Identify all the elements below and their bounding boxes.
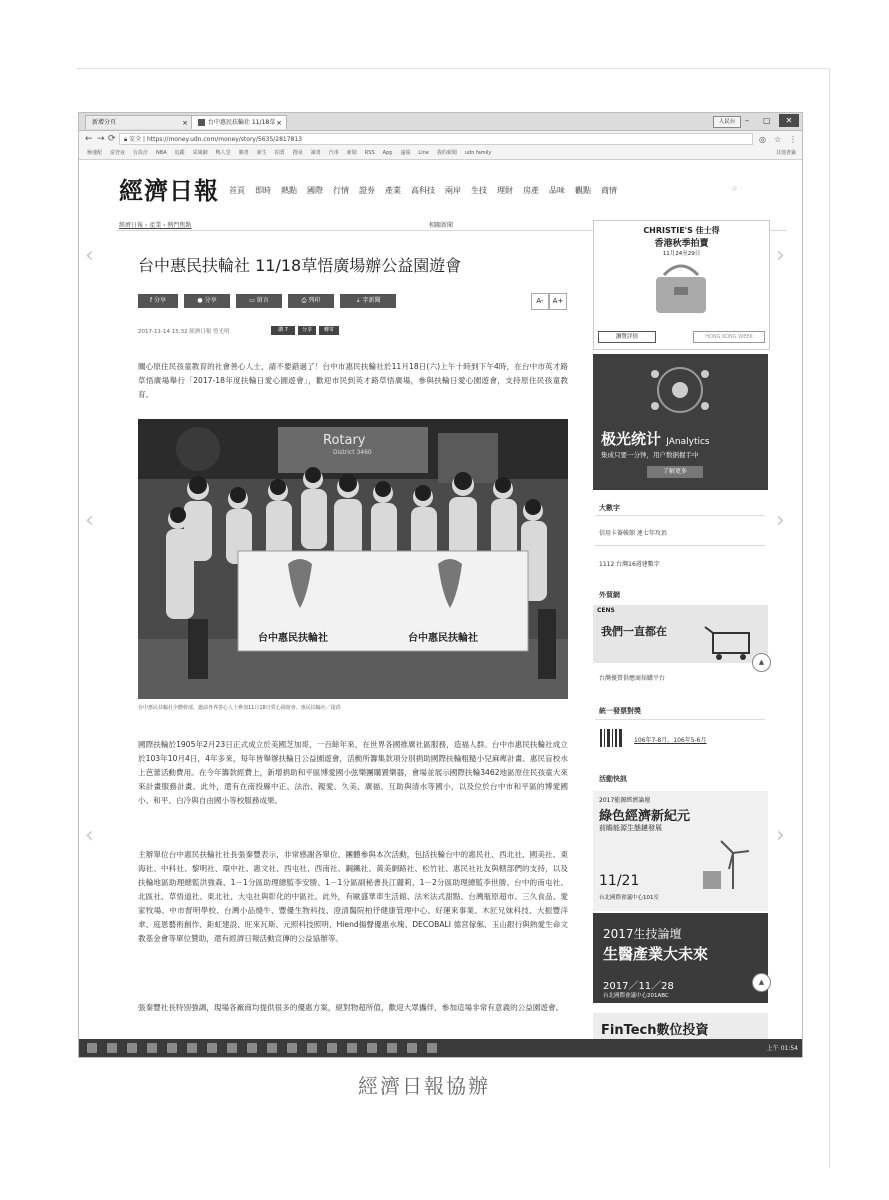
ad-details-button[interactable]: 瀏覽詳情	[598, 331, 656, 343]
bookmark-item[interactable]: 有設計	[133, 150, 149, 156]
nav-item[interactable]: 生技	[471, 186, 487, 195]
ad-date: 2017／11／28	[603, 981, 674, 992]
taskbar-app-icon[interactable]	[127, 1043, 137, 1053]
close-icon[interactable]: ×	[182, 119, 188, 127]
tab-article[interactable]	[191, 115, 287, 129]
article-paragraph: 關心原住民孩童教育的社會善心人士，請不要錯過了！台中市惠民扶輪社於11月18日(六)上午十時到下午4時，在台中市英才路草悟廣場舉行「2017-18年度扶輪日愛心園遊會」，歡迎市民到英才路草悟廣場，參與扶輪日愛心園遊會，支持原住民孩童教育。	[138, 362, 568, 399]
prev-arrow-icon[interactable]: ‹	[85, 508, 94, 533]
nav-item[interactable]: 產業	[385, 186, 401, 195]
browser-window	[78, 112, 803, 1058]
nav-item[interactable]: 理財	[497, 186, 513, 195]
article-paragraph: 張秦豐社長特別強調，現場各廠商均提供很多的優惠方案，絕對物超所值，歡迎大眾攜伴，參加這場非常有意義的公益園遊會。	[138, 1003, 564, 1012]
next-arrow-icon[interactable]: ›	[776, 243, 785, 268]
ad-date: 11/21	[599, 873, 640, 889]
banner-text-right: 台中惠民扶輪社	[408, 633, 478, 644]
section-heading: 大數字	[599, 504, 620, 512]
comment-button[interactable]	[236, 294, 282, 308]
prev-arrow-icon[interactable]: ‹	[85, 823, 94, 848]
back-icon[interactable]: ←	[85, 134, 93, 144]
nav-item[interactable]: 證券	[359, 186, 375, 195]
taskbar-app-icon[interactable]	[307, 1043, 317, 1053]
taskbar-app-icon[interactable]	[387, 1043, 397, 1053]
taskbar-app-icon[interactable]	[327, 1043, 337, 1053]
taskbar-app-icon[interactable]	[267, 1043, 277, 1053]
taskbar	[79, 1039, 802, 1057]
forward-icon[interactable]: →	[97, 134, 105, 144]
divider	[595, 515, 765, 516]
maximize-icon[interactable]: ▢	[763, 116, 771, 125]
nav-item[interactable]: 房產	[523, 186, 539, 195]
tab-label: 新增分頁	[92, 119, 117, 126]
prev-arrow-icon[interactable]: ‹	[85, 243, 94, 268]
barcode-icon	[599, 728, 625, 748]
nav-item[interactable]: 行情	[333, 186, 349, 195]
photo-caption: 台中惠民扶輪社全體幹部，邀請各界善心人士參加11月18日愛心園遊會。惠民扶輪社／提供	[138, 705, 341, 711]
wind-turbine-icon	[693, 837, 763, 893]
article-paragraph: 主辦單位台中惠民扶輪社社長張秦豐表示，非常感謝各單位、團體參與本次活動，包括扶輪台中的惠民社、西北社、國美社、東海社、中科社、黎明社、環中社、惠文社、西屯社、西南社、鋼鐵社、黃美網路社、松竹社、惠民社社友與轄部們的支持，以及扶輪地區助理總監洪強森、1－1分區助理總監李安勝、1－1分區副秘書長江麗莉、1－2分區助理總監李世勝、台中的南屯社、北區社、草悟道社、東北社、大屯社與彰化的中區社。此外，有歐盛華車生活館、法米法式甜點、台灣瓶原超市、三久食品、愛家牧場、中市督明學校、台灣小品燒牛、豐優生物科技、澄清醫院柏伃健康管理中心、好運來事業、木匠兄妹科技、大振豐洋傘、庭恩藝術創作、鉅虹建設、旺來瓦斯、元照科技照明、Hiend揚聲優惠水塊、DECOBALI 德宮傢俬、玉山銀行與熱愛生命文教基金會等單位贊助，還有經濟日報活動宣傳的公益協辦等。	[138, 850, 568, 943]
handbag-icon	[594, 257, 769, 317]
ad-title: 生醫產業大未來	[603, 945, 709, 963]
banner-text-left: 台中惠民扶輪社	[258, 633, 328, 644]
sidebar-link[interactable]: 信用卡簽帳額 連七年攻頂	[599, 530, 667, 537]
clock: 上午 01:54	[766, 1045, 798, 1052]
button-label: 列印	[308, 297, 321, 304]
nav-item[interactable]: 商情	[601, 186, 617, 195]
paper-top-edge	[75, 68, 830, 69]
favicon-icon	[198, 119, 205, 126]
forward-badge[interactable]: 轉寄	[319, 326, 339, 335]
bookmark-item[interactable]: udn family	[464, 150, 492, 156]
ad-brand: CHRISTIE'S 佳士得	[643, 226, 720, 235]
menu-icon[interactable]: ⋮	[789, 135, 797, 144]
section-heading: 外貿網	[599, 591, 620, 599]
ad-title: 綠色經濟新紀元	[599, 809, 691, 824]
news-button[interactable]	[340, 294, 396, 308]
ad-sub: 集成只要一分钟，用户数据握手中	[601, 451, 699, 459]
share-badge[interactable]: 分享	[298, 326, 316, 335]
ad-venue: 台北國際會議中心101室	[599, 895, 659, 901]
reload-icon[interactable]: ⟳	[108, 134, 116, 144]
photo-district-text: District 3460	[333, 449, 372, 456]
ad-title-text: 极光统计	[601, 430, 662, 448]
nav-item[interactable]: 熱點	[281, 186, 297, 195]
article-title: 台中惠民扶輪社 11/18草悟廣場辦公益園遊會	[138, 256, 462, 275]
section-heading: 活動快訊	[599, 775, 627, 783]
next-arrow-icon[interactable]: ›	[776, 823, 785, 848]
taskbar-app-icon[interactable]	[167, 1043, 177, 1053]
bookmark-item[interactable]: 新生	[256, 150, 267, 156]
chat-icon: ●	[197, 297, 205, 304]
ad-small: 2017能源經濟論壇	[599, 797, 651, 804]
download-icon: ⇣	[355, 297, 363, 304]
biotech-forum-ad[interactable]	[593, 913, 768, 1003]
scroll-top-icon[interactable]: ▲	[752, 653, 771, 672]
taskbar-app-icon[interactable]	[427, 1043, 437, 1053]
divider	[595, 545, 765, 546]
button-label: 字新聞	[362, 297, 381, 304]
ad-more-button[interactable]: 了解更多	[647, 466, 703, 478]
shopping-cart-icon	[703, 613, 763, 661]
paper-right-edge	[829, 68, 830, 1168]
taskbar-app-icon[interactable]	[367, 1043, 377, 1053]
profile-button[interactable]: 人民台	[713, 116, 741, 128]
section-heading: 統一發票對獎	[599, 707, 641, 715]
button-label: 分享	[204, 297, 217, 304]
nav-item[interactable]: 即時	[255, 186, 271, 195]
breadcrumb[interactable]: 經濟日報 › 產業 › 熱門焦點	[119, 222, 192, 229]
window-close-icon[interactable]: ✕	[779, 114, 799, 127]
energy-forum-ad[interactable]	[593, 791, 768, 911]
bookmark-item[interactable]: 搜尋	[292, 150, 303, 156]
ad-brand: JAnalytics	[666, 437, 710, 447]
print-button[interactable]	[288, 294, 334, 308]
bookmark-item[interactable]: RSS	[364, 150, 375, 156]
lock-icon: 🔒︎	[124, 136, 130, 143]
christies-ad[interactable]	[593, 220, 770, 350]
taskbar-app-icon[interactable]	[227, 1043, 237, 1053]
next-arrow-icon[interactable]: ›	[776, 508, 785, 533]
bookmark-item[interactable]: 拍賣	[274, 150, 285, 156]
ad-date: 11月24至29日	[662, 251, 701, 257]
taskbar-app-icon[interactable]	[287, 1043, 297, 1053]
group-photo-illustration	[138, 419, 568, 699]
facebook-icon: f	[149, 297, 154, 304]
bookmark-item[interactable]: 追蹤	[174, 150, 185, 156]
facebook-share-button[interactable]	[138, 294, 178, 308]
address-bar	[79, 131, 802, 148]
line-share-button[interactable]	[184, 294, 230, 308]
bookmark-item[interactable]: 富登夜	[110, 150, 126, 156]
bookmark-item[interactable]: 我的新聞	[436, 150, 457, 156]
nav-item[interactable]: 首頁	[229, 186, 245, 195]
minimize-icon[interactable]: –	[745, 116, 749, 125]
article-photo	[138, 419, 568, 699]
article-paragraph: 國際扶輪於1905年2月23日正式成立於美國芝加哥，一百餘年來，在世界各國推廣社區服務，造福人群。台中市惠民扶輪社成立於103年10月4日，4年多來，每年皆舉辦扶輪日公益園遊會，活動所籌集款項分別捐助國際扶輪粗糙小兒麻痺計畫、惠民盲校水上芭蕾活動費用。在今年籌款經費上，新增捐助和平區博愛國小弦樂團購置樂器，會場並展示國際扶輪3462地區原住民孩童大來來計畫服務計畫。此外，還有在南投縣中正、法治、親愛、久美、廣福、互助與清水等國小，以及位於台中市和平區的博愛國小、和平、白冷與自由國小等校服務成果。	[138, 740, 568, 805]
related-news-label[interactable]: 相關新聞	[429, 222, 454, 229]
taskbar-app-icon[interactable]	[187, 1043, 197, 1053]
ad-venue: 台北國際會議中心201ABC	[603, 993, 669, 999]
ad-sub: 前瞻能源生態鏈發展	[599, 824, 662, 832]
taskbar-app-icon[interactable]	[207, 1043, 217, 1053]
jiguang-ad[interactable]	[593, 354, 768, 490]
ad-small: 2017生技論壇	[603, 927, 682, 941]
tab-new[interactable]	[85, 115, 193, 129]
ad-tag: CENS	[597, 607, 615, 614]
taskbar-app-icon[interactable]	[247, 1043, 257, 1053]
site-nav	[229, 185, 627, 196]
button-label: 分享	[154, 297, 167, 304]
photo-rotary-text: Rotary	[323, 433, 366, 448]
search-icon[interactable]: ⌕	[732, 183, 738, 194]
bookmark-item[interactable]: Line	[418, 150, 429, 156]
article-meta: 2017-11-14 15:32 經濟日報 曾光明	[138, 329, 230, 335]
star-icon[interactable]: ☆	[774, 135, 782, 144]
sidebar-link[interactable]: 台灣優質供應商採購平台	[599, 675, 666, 682]
bookmark-item[interactable]: 采風網	[192, 150, 208, 156]
ad-title: FinTech數位投資	[601, 1023, 709, 1038]
taskbar-app-icon[interactable]	[147, 1043, 157, 1053]
bookmark-item[interactable]: 遠端	[400, 150, 411, 156]
ad-title: 我們一直都在	[601, 625, 667, 638]
url-text: 安全 | https://money.udn.com/money/story/5635/2817813	[129, 136, 303, 143]
bookmark-item[interactable]: 新聞	[346, 150, 357, 156]
tab-strip	[79, 113, 802, 131]
divider	[595, 719, 765, 720]
tab-label: 台中惠民扶輪社 11/18草	[208, 119, 276, 126]
bookmark-item[interactable]: 臉書	[238, 150, 249, 156]
cens-ad[interactable]	[593, 605, 768, 663]
ad-title: 香港秋季拍賣	[654, 239, 709, 249]
bookmark-item[interactable]: NBA	[156, 150, 167, 156]
sidebar-link[interactable]: 1112 台灣16週建數字	[599, 561, 660, 568]
ad-title	[601, 428, 710, 449]
font-smaller-button[interactable]: A-	[531, 293, 549, 310]
nav-item[interactable]: 品味	[549, 186, 565, 195]
bookmark-item[interactable]: 讀書	[310, 150, 321, 156]
bookmark-item[interactable]: App	[382, 150, 393, 156]
bookmarks-other[interactable]: 其他書籤	[775, 150, 796, 156]
nav-item[interactable]: 觀點	[575, 186, 591, 195]
print-icon: ⎙	[301, 297, 309, 304]
start-icon[interactable]	[87, 1043, 97, 1053]
ad-tag: HONG KONG WEEK	[693, 331, 765, 343]
font-larger-button[interactable]: A+	[549, 293, 567, 310]
bookmarks-bar	[79, 148, 802, 160]
bookmark-item[interactable]: 鴨人堂	[215, 150, 231, 156]
analytics-icon	[593, 354, 768, 424]
nav-item[interactable]: 國際	[307, 186, 323, 195]
invoice-link[interactable]: 106年7-8月、106年5-6月	[634, 737, 707, 744]
fintech-ad[interactable]	[593, 1013, 768, 1039]
bookmark-item[interactable]: 極速配	[87, 150, 103, 156]
footer-note: 經濟日報協辦	[358, 1074, 490, 1098]
translate-icon[interactable]: ◎	[759, 135, 766, 144]
site-logo[interactable]: 經濟日報	[119, 176, 219, 205]
nav-item[interactable]: 高科技	[411, 186, 435, 195]
like-badge[interactable]: 讚 7	[271, 326, 295, 335]
comment-icon: ▭	[249, 297, 257, 304]
nav-item[interactable]: 兩岸	[445, 186, 461, 195]
bookmark-item[interactable]: 汽車	[328, 150, 339, 156]
url-input[interactable]	[119, 133, 753, 145]
taskbar-app-icon[interactable]	[347, 1043, 357, 1053]
close-icon[interactable]: ×	[276, 119, 282, 127]
scroll-top-icon[interactable]: ▲	[752, 973, 771, 992]
button-label: 留言	[256, 297, 269, 304]
taskbar-app-icon[interactable]	[407, 1043, 417, 1053]
taskbar-app-icon[interactable]	[107, 1043, 117, 1053]
